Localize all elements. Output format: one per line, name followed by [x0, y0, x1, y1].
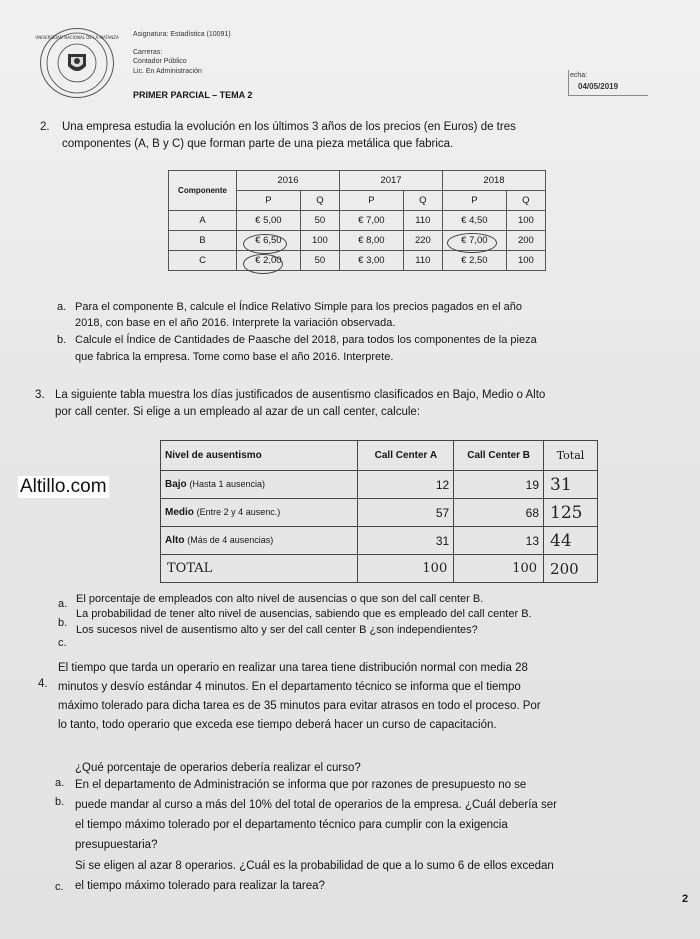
q4-line-3: máximo tolerado para dicha tarea es de 35 minutos para evitar atrasos en todo el proceso. Por	[58, 700, 541, 712]
q-header: Q	[300, 191, 339, 211]
exam-title: PRIMER PARCIAL – TEMA 2	[133, 90, 253, 100]
cell: 200	[506, 231, 545, 251]
cell: € 4,50	[442, 211, 506, 231]
q4-b-line-4: presupuestaria?	[75, 839, 158, 851]
seal-emblem-icon	[35, 30, 119, 96]
component-name: C	[169, 251, 237, 271]
year-header: 2017	[339, 171, 442, 191]
q2-a-line-2: 2018, con base en el año 2016. Interprete la variación observada.	[75, 317, 396, 329]
q4-line-4: lo tanto, todo operario que exceda ese tiempo deberá hacer un curso de capacitación.	[58, 719, 497, 731]
component-header: Componente	[169, 171, 237, 211]
handwritten-total: 100	[454, 555, 544, 583]
q2-b-line-2: que fabrica la empresa. Tome como base el año 2016. Interprete.	[75, 351, 394, 363]
handwritten-circle	[447, 233, 497, 253]
careers-label: Carreras:	[133, 49, 163, 56]
q2-a-line-1: Para el componente B, calcule el Índice Relativo Simple para los precios pagados en el año	[75, 301, 522, 313]
cell: € 8,00	[339, 231, 403, 251]
cell: 100	[506, 251, 545, 271]
watermark: Altillo.com	[20, 476, 107, 497]
level-name: Alto	[165, 535, 185, 546]
handwritten-circle	[243, 254, 283, 274]
career-2: Lic. En Administración	[133, 68, 202, 75]
table-row	[161, 555, 598, 583]
handwritten-circle	[243, 234, 287, 254]
q4-b-line-2: puede mandar al curso a más del 10% del total de operarios de la empresa. ¿Cuál debería ser	[75, 799, 557, 811]
cell: 12	[358, 471, 454, 499]
q3-line-2: por call center. Si elige a un empleado al azar de un call center, calcule:	[55, 406, 421, 418]
year-header: 2016	[237, 171, 340, 191]
q2-b-line-1: Calcule el Índice de Cantidades de Paasche del 2018, para todos los componentes de la pieza	[75, 334, 537, 346]
exam-date: 04/05/2019	[578, 82, 619, 91]
subject-label: Asignatura: Estadística (10091)	[133, 31, 231, 38]
q4-b-line-3: el tiempo máximo tolerado por el departamento técnico para cumplir con la exigencia	[75, 819, 508, 831]
q4-a-text: ¿Qué porcentaje de operarios debería realizar el curso?	[75, 762, 361, 774]
total-header-handwritten: Total	[544, 441, 598, 471]
level-detail: (Más de 4 ausencias)	[187, 535, 274, 545]
table-row	[161, 499, 598, 527]
q3-a-letter: a.	[58, 598, 68, 610]
q2-line-2: componentes (A, B y C) que forman parte de una pieza metálica que fabrica.	[62, 138, 454, 150]
level-name: Medio	[165, 507, 194, 518]
page-number: 2	[682, 893, 689, 905]
q2-a-letter: a.	[57, 301, 67, 313]
cell: € 5,00	[237, 211, 301, 231]
q4-a-letter: a.	[55, 777, 65, 789]
career-1: Contador Público	[133, 58, 187, 65]
q3-b-letter: b.	[58, 617, 68, 629]
call-center-b-header: Call Center B	[454, 441, 544, 471]
row-label	[161, 499, 358, 527]
cell: € 2,00	[237, 251, 301, 271]
year-header: 2018	[442, 171, 545, 191]
q-header: Q	[403, 191, 442, 211]
cell: € 7,00	[442, 231, 506, 251]
q4-c-letter: c.	[55, 881, 64, 893]
svg-text:UNIVERSIDAD NACIONAL DE LA MAT: UNIVERSIDAD NACIONAL DE LA MATANZA	[35, 35, 119, 40]
cell: 50	[300, 251, 339, 271]
cell: € 3,00	[339, 251, 403, 271]
q-header: Q	[506, 191, 545, 211]
cell: 13	[454, 527, 544, 555]
q3-b-text: La probabilidad de tener alto nivel de ausencias, sabiendo que es empleado del call center B.	[76, 608, 532, 620]
q2-b-letter: b.	[57, 334, 67, 346]
level-detail: (Hasta 1 ausencia)	[189, 479, 265, 489]
absenteeism-table	[160, 440, 598, 583]
handwritten-total: 100	[358, 555, 454, 583]
p-header: P	[339, 191, 403, 211]
p-header: P	[237, 191, 301, 211]
cell: € 6,50	[237, 231, 301, 251]
cell: 19	[454, 471, 544, 499]
p-header: P	[442, 191, 506, 211]
table-row	[161, 527, 598, 555]
q2-number: 2.	[40, 121, 50, 133]
cell: € 7,00	[339, 211, 403, 231]
q4-line-1: El tiempo que tarda un operario en realizar una tarea tiene distribución normal con media 28	[58, 662, 528, 674]
table-row	[169, 171, 546, 191]
q4-b-letter: b.	[55, 796, 65, 808]
cell: 110	[403, 211, 442, 231]
q4-c-line-1: Si se eligen al azar 8 operarios. ¿Cuál es la probabilidad de que a lo sumo 6 de ellos excedan	[75, 860, 554, 872]
cell: 68	[454, 499, 544, 527]
q4-c-line-2: el tiempo máximo tolerado para realizar la tarea?	[75, 880, 325, 892]
q3-c-text: Los sucesos nivel de ausentismo alto y ser del call center B ¿son independientes?	[76, 624, 478, 636]
q4-line-2: minutos y desvío estándar 4 minutos. En el departamento técnico se informa que el tiempo	[58, 681, 521, 693]
handwritten-total: 44	[544, 527, 598, 555]
level-detail: (Entre 2 y 4 ausenc.)	[196, 507, 281, 517]
row-label	[161, 471, 358, 499]
cell: 31	[358, 527, 454, 555]
component-name: A	[169, 211, 237, 231]
q4-b-line-1: En el departamento de Administración se informa que por razones de presupuesto no se	[75, 779, 527, 791]
handwritten-total: 31	[544, 471, 598, 499]
row-label	[161, 527, 358, 555]
table-row	[161, 471, 598, 499]
level-name: Bajo	[165, 479, 187, 490]
handwritten-total-label: TOTAL	[161, 555, 358, 583]
q3-a-text: El porcentaje de empleados con alto nivel de ausencias o que son del call center B.	[76, 593, 484, 605]
q3-c-letter: c.	[58, 637, 67, 649]
date-label: echa:	[570, 72, 588, 79]
cell: 100	[300, 231, 339, 251]
q3-number: 3.	[35, 389, 45, 401]
handwritten-total: 200	[544, 555, 598, 583]
prices-table	[168, 170, 546, 271]
cell: 57	[358, 499, 454, 527]
level-header: Nivel de ausentismo	[161, 441, 358, 471]
university-seal	[35, 28, 119, 98]
q4-number: 4.	[38, 678, 48, 690]
q3-line-1: La siguiente tabla muestra los días justificados de ausentismo clasificados en Bajo, Medio o Alto	[55, 389, 546, 401]
call-center-a-header: Call Center A	[358, 441, 454, 471]
table-row	[169, 211, 546, 231]
table-row	[169, 251, 546, 271]
q2-line-1: Una empresa estudia la evolución en los últimos 3 años de los precios (en Euros) de tres	[62, 121, 516, 133]
cell: 110	[403, 251, 442, 271]
cell: 50	[300, 211, 339, 231]
component-name: B	[169, 231, 237, 251]
cell: € 2,50	[442, 251, 506, 271]
table-row	[161, 441, 598, 471]
handwritten-total: 125	[544, 499, 598, 527]
cell: 220	[403, 231, 442, 251]
cell: 100	[506, 211, 545, 231]
